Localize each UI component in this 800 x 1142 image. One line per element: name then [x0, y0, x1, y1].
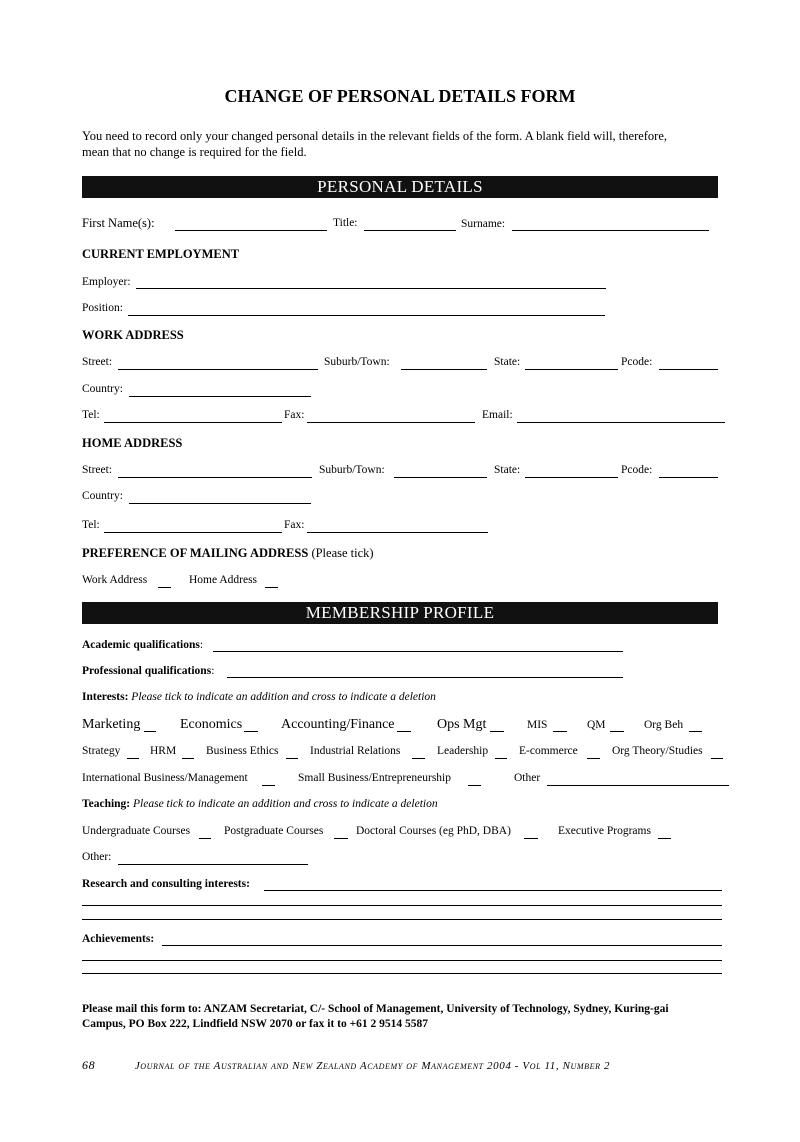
position-field[interactable] [128, 315, 605, 316]
interest-industrial-relations [310, 745, 400, 757]
interest-accounting-finance-tick[interactable] [397, 731, 411, 732]
teaching-label: Teaching: [82, 798, 131, 810]
mailing-preference-note: (Please tick) [311, 546, 374, 560]
home-suburb-label: Suburb/Town: [319, 464, 385, 476]
teaching-undergraduate [82, 825, 190, 837]
section-bar-membership-profile: MEMBERSHIP PROFILE [82, 602, 718, 624]
interest-org-theory-studies [612, 745, 703, 757]
work-email-label: Email: [482, 409, 513, 421]
interest-label: Strategy [82, 745, 121, 757]
work-pcode-field[interactable] [659, 369, 718, 370]
teaching-undergraduate-tick[interactable] [199, 838, 211, 839]
interest-marketing-tick[interactable] [144, 731, 156, 732]
mail-instructions-line-2: Campus, PO Box 222, Lindfield NSW 2070 or fax it to +61 2 9514 5587 [82, 1018, 429, 1030]
journal-citation: Journal of the Australian and New Zealand Academy of Management 2004 - Vol 11, Number 2 [134, 1060, 611, 1072]
interest-small-business-tick[interactable] [468, 785, 481, 786]
current-employment-heading: CURRENT EMPLOYMENT [82, 247, 240, 261]
interest-business-ethics-tick[interactable] [286, 758, 298, 759]
home-tel-field[interactable] [104, 532, 282, 533]
home-street-label: Street: [82, 464, 113, 476]
research-label: Research and consulting interests: [82, 878, 250, 890]
interest-small-business [298, 772, 451, 784]
home-address-option-label: Home Address [189, 574, 258, 586]
surname-field[interactable] [512, 230, 709, 231]
mail-instructions-line-1: Please mail this form to: ANZAM Secretariat, C/- School of Management, University of Technology, Sydney, Kuring-gai [82, 1003, 669, 1015]
employer-label: Employer: [82, 276, 131, 288]
teaching-other-field[interactable] [118, 864, 308, 865]
achievements-field-line-3[interactable] [82, 973, 722, 974]
interest-economics [180, 717, 242, 733]
teaching-postgraduate [224, 825, 323, 837]
intro-line-2: mean that no change is required for the field. [82, 145, 307, 159]
academic-qualifications [82, 639, 203, 651]
work-street-label: Street: [82, 356, 113, 368]
interest-label: Leadership [437, 745, 489, 757]
work-suburb-field[interactable] [401, 369, 487, 370]
interest-leadership [437, 745, 488, 757]
home-pcode-label: Pcode: [621, 464, 653, 476]
work-suburb-label: Suburb/Town: [324, 356, 390, 368]
home-street-field[interactable] [118, 477, 312, 478]
professional-qualifications-label: Professional qualifications [82, 665, 212, 677]
interest-marketing [82, 717, 140, 733]
teaching-other-label: Other: [82, 851, 112, 863]
home-fax-field[interactable] [307, 532, 488, 533]
page-footer [82, 1058, 610, 1073]
interest-hrm-tick[interactable] [182, 758, 194, 759]
interest-economics-tick[interactable] [244, 731, 258, 732]
work-state-label: State: [494, 356, 521, 368]
interest-label: Ops Mgt [437, 717, 487, 732]
teaching-label: Executive Programs [558, 825, 651, 837]
home-country-label: Country: [82, 490, 123, 502]
interest-ops-mgt [437, 717, 486, 733]
work-address-option-label: Work Address [82, 574, 148, 586]
teaching-label: Undergraduate Courses [82, 825, 191, 837]
work-street-field[interactable] [118, 369, 318, 370]
teaching-note: Please tick to indicate an addition and cross to indicate a deletion [133, 798, 438, 810]
teaching-instructions [82, 798, 438, 810]
interest-label: MIS [527, 719, 548, 731]
work-address-heading: WORK ADDRESS [82, 328, 184, 342]
work-address-tick[interactable] [158, 587, 171, 588]
title-label: Title: [333, 217, 358, 229]
academic-qualifications-label: Academic qualifications [82, 639, 200, 651]
interest-label: Marketing [82, 717, 141, 732]
work-country-field[interactable] [129, 396, 311, 397]
interest-international-business [82, 772, 248, 784]
work-pcode-label: Pcode: [621, 356, 653, 368]
interest-qm [587, 719, 606, 731]
teaching-postgraduate-tick[interactable] [334, 838, 348, 839]
interests-instructions [82, 691, 436, 703]
form-title: CHANGE OF PERSONAL DETAILS FORM [224, 86, 576, 106]
achievements-field-line-2[interactable] [82, 960, 722, 961]
interest-industrial-relations-tick[interactable] [412, 758, 425, 759]
home-country-field[interactable] [129, 503, 311, 504]
page-number: 68 [82, 1058, 96, 1072]
work-state-field[interactable] [525, 369, 618, 370]
employer-field[interactable] [136, 288, 606, 289]
interest-label: Economics [180, 717, 243, 732]
professional-qualifications [82, 665, 214, 677]
home-state-label: State: [494, 464, 521, 476]
mailing-preference-heading: PREFERENCE OF MAILING ADDRESS [82, 546, 309, 560]
teaching-label: Postgraduate Courses [224, 825, 324, 837]
interest-label: International Business/Management [82, 772, 248, 784]
home-suburb-field[interactable] [394, 477, 487, 478]
interest-other-field[interactable] [547, 785, 729, 786]
position-label: Position: [82, 302, 123, 314]
home-tel-label: Tel: [82, 519, 100, 531]
interest-other-label: Other [514, 772, 541, 784]
interest-label: Accounting/Finance [281, 717, 395, 732]
interest-business-ethics [206, 745, 279, 757]
interest-international-business-tick[interactable] [262, 785, 275, 786]
home-address-heading: HOME ADDRESS [82, 436, 183, 450]
home-state-field[interactable] [525, 477, 618, 478]
work-tel-label: Tel: [82, 409, 100, 421]
research-field-line-2[interactable] [82, 905, 722, 906]
interest-strategy [82, 745, 120, 757]
interest-qm-tick[interactable] [610, 731, 624, 732]
interest-org-theory-studies-tick[interactable] [711, 758, 723, 759]
interest-strategy-tick[interactable] [127, 758, 139, 759]
home-fax-label: Fax: [284, 519, 305, 531]
work-fax-label: Fax: [284, 409, 305, 421]
interest-org-beh-tick[interactable] [689, 731, 702, 732]
teaching-executive-tick[interactable] [658, 838, 671, 839]
research-field-line-1[interactable] [264, 890, 722, 891]
interest-ops-mgt-tick[interactable] [490, 731, 504, 732]
teaching-label: Doctoral Courses (eg PhD, DBA) [356, 825, 511, 837]
professional-qualifications-field[interactable] [227, 677, 623, 678]
interest-mis [527, 719, 547, 731]
work-country-label: Country: [82, 383, 123, 395]
interest-label: Business Ethics [206, 745, 279, 757]
interest-label: Small Business/Entrepreneurship [298, 772, 451, 784]
section-bar-personal-details: PERSONAL DETAILS [82, 176, 718, 198]
professional-colon: : [211, 665, 215, 677]
teaching-executive [558, 825, 651, 837]
academic-qualifications-field[interactable] [213, 651, 623, 652]
interest-label: HRM [150, 745, 177, 757]
home-address-tick[interactable] [265, 587, 278, 588]
interest-label: E-commerce [519, 745, 578, 757]
home-pcode-field[interactable] [659, 477, 718, 478]
first-names-label: First Name(s): [82, 216, 155, 230]
interest-e-commerce-tick[interactable] [587, 758, 600, 759]
work-email-field[interactable] [517, 422, 725, 423]
interest-leadership-tick[interactable] [495, 758, 507, 759]
mailing-preference [82, 546, 374, 561]
research-field-line-3[interactable] [82, 919, 722, 920]
first-names-field[interactable] [175, 230, 327, 231]
work-tel-field[interactable] [104, 422, 282, 423]
intro-line-1: You need to record only your changed personal details in the relevant fields of the form. A blank field will, therefore, [82, 129, 668, 143]
interest-label: QM [587, 719, 606, 731]
interest-label: Org Theory/Studies [612, 745, 703, 757]
title-field[interactable] [364, 230, 456, 231]
work-fax-field[interactable] [307, 422, 475, 423]
achievements-field-line-1[interactable] [162, 945, 722, 946]
interest-label: Industrial Relations [310, 745, 401, 757]
teaching-doctoral [356, 825, 511, 837]
interests-note: Please tick to indicate an addition and cross to indicate a deletion [131, 691, 436, 703]
interests-label: Interests: [82, 691, 129, 703]
interest-accounting-finance [281, 717, 395, 733]
academic-colon: : [199, 639, 204, 651]
teaching-doctoral-tick[interactable] [524, 838, 538, 839]
interest-label: Org Beh [644, 719, 684, 731]
surname-label: Surname: [461, 218, 506, 230]
interest-e-commerce [519, 745, 578, 757]
interest-mis-tick[interactable] [553, 731, 567, 732]
interest-org-beh [644, 719, 683, 731]
interest-hrm [150, 745, 176, 757]
achievements-label: Achievements: [82, 933, 155, 945]
